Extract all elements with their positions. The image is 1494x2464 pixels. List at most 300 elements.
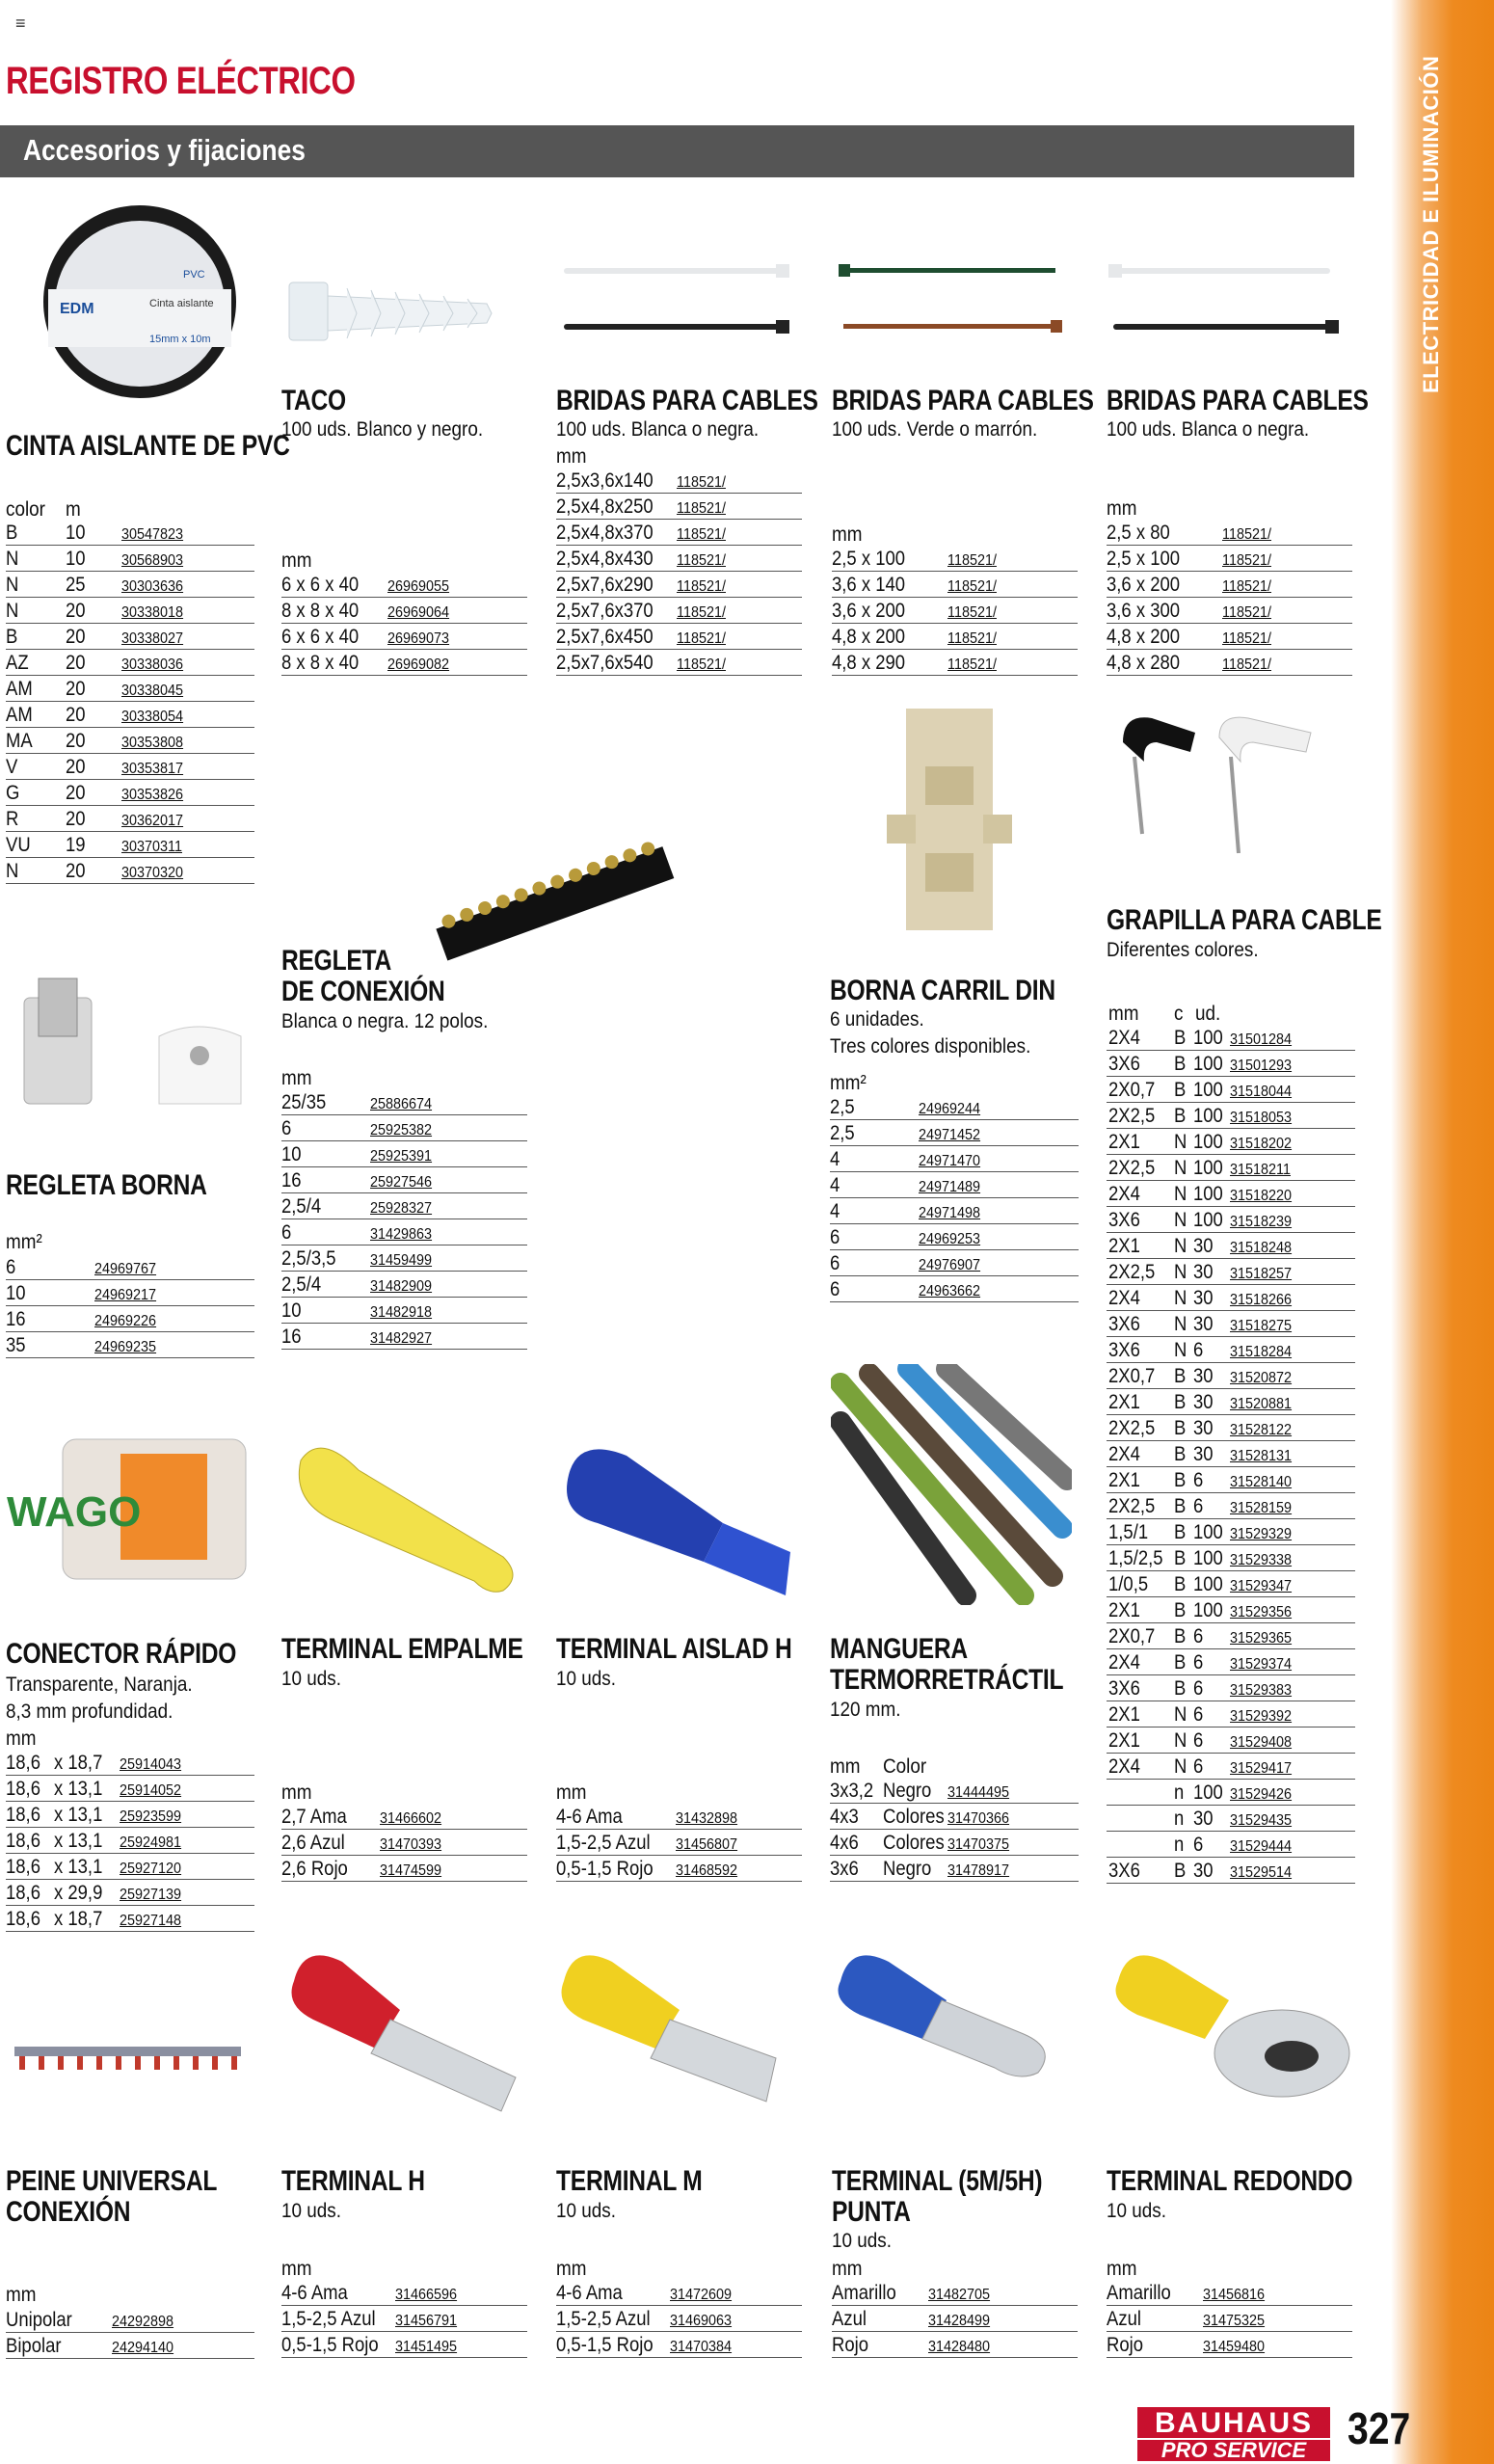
cell: 3X6 — [1108, 1313, 1140, 1335]
ref-code[interactable]: 25927120 — [120, 1861, 182, 1877]
ref-code[interactable]: 31528122 — [1230, 1422, 1293, 1438]
cinta-title: CINTA AISLANTE DE PVC — [6, 430, 290, 462]
cell: B — [1174, 1547, 1187, 1569]
cell: 2,5x7,6x370 — [556, 600, 654, 622]
taco-title: TACO — [281, 385, 346, 416]
ref-code[interactable]: 118521/ — [677, 526, 726, 543]
cell: Negro — [883, 1858, 932, 1880]
ref-code[interactable]: 31518248 — [1230, 1240, 1293, 1256]
ref-code[interactable]: 31466596 — [395, 2287, 458, 2303]
taco-head: mm — [281, 549, 312, 572]
cell: 3,6 x 140 — [832, 574, 906, 596]
table-row — [830, 1172, 1079, 1198]
terminal-punta-table — [832, 2280, 1078, 2358]
terminal-h-sub: 10 uds. — [281, 2200, 342, 2222]
ref-code[interactable]: 31529435 — [1230, 1812, 1293, 1829]
terminal-m-sub: 10 uds. — [556, 2200, 617, 2222]
ref-code[interactable]: 118521/ — [677, 656, 726, 673]
table-row — [1107, 1623, 1355, 1649]
ref-code[interactable]: 118521/ — [947, 656, 997, 673]
cell: 20 — [66, 704, 86, 726]
cell: 2X0,7 — [1108, 1079, 1156, 1101]
ref-code[interactable]: 31529338 — [1230, 1552, 1293, 1568]
ref-code[interactable]: 24971498 — [919, 1205, 981, 1221]
ref-code[interactable]: 26969073 — [387, 630, 450, 647]
cell: 2X1 — [1108, 1599, 1140, 1621]
cell: 6 — [830, 1252, 840, 1274]
ref-code[interactable]: 118521/ — [947, 578, 997, 595]
table-row — [6, 1254, 254, 1280]
ref-code[interactable]: 25914043 — [120, 1756, 182, 1773]
table-row — [830, 1804, 1079, 1830]
borna-din-sub2: Tres colores disponibles. — [830, 1035, 1031, 1058]
ref-code[interactable]: 26969064 — [387, 604, 450, 621]
table-row — [281, 1856, 527, 1882]
taco-sub: 100 uds. Blanco y negro. — [281, 418, 484, 441]
ref-code[interactable]: 31518239 — [1230, 1214, 1293, 1230]
table-row — [6, 1802, 254, 1828]
ref-code[interactable]: 31518220 — [1230, 1188, 1293, 1204]
ref-code[interactable]: 31472609 — [670, 2287, 733, 2303]
table-row — [6, 676, 254, 702]
cell: Negro — [883, 1780, 932, 1802]
ref-code[interactable]: 31518257 — [1230, 1266, 1293, 1282]
ref-code[interactable]: 31520872 — [1230, 1370, 1293, 1386]
table-row — [556, 572, 802, 598]
cell: 6 — [1193, 1834, 1204, 1856]
ref-code[interactable]: 118521/ — [677, 630, 726, 647]
cell: 10 — [281, 1299, 302, 1322]
ref-code[interactable]: 31470375 — [947, 1836, 1010, 1853]
cell: 3X6 — [1108, 1339, 1140, 1361]
cell: 100 — [1193, 1131, 1223, 1153]
ref-code[interactable]: 31428499 — [928, 2313, 991, 2329]
ref-code[interactable]: 31501284 — [1230, 1031, 1293, 1048]
table-row — [1107, 1337, 1355, 1363]
table-row — [281, 1830, 527, 1856]
grapilla-head-c: c — [1174, 1003, 1184, 1025]
terminal-redondo-image — [1108, 1942, 1354, 2102]
terminal-m-title: TERMINAL M — [556, 2165, 703, 2197]
ref-code[interactable]: 24294140 — [112, 2340, 174, 2356]
cell: B — [1174, 1053, 1187, 1075]
cell: 6 — [1193, 1755, 1204, 1778]
ref-code[interactable]: 118521/ — [677, 578, 726, 595]
cell: 100 — [1193, 1053, 1223, 1075]
table-row — [1107, 1571, 1355, 1597]
ref-code[interactable]: 31529426 — [1230, 1786, 1293, 1803]
ref-code[interactable]: 31529329 — [1230, 1526, 1293, 1542]
ref-code[interactable]: 24969244 — [919, 1101, 981, 1117]
cell: 0,5-1,5 Rojo — [556, 2334, 654, 2356]
terminal-empalme-image — [281, 1432, 527, 1595]
ref-code[interactable]: 118521/ — [1222, 630, 1271, 647]
table-row — [1107, 650, 1352, 676]
table-row — [556, 650, 802, 676]
ref-code[interactable]: 118521/ — [947, 604, 997, 621]
ref-code[interactable]: 31482705 — [928, 2287, 991, 2303]
terminal-empalme-sub: 10 uds. — [281, 1668, 342, 1690]
ref-code[interactable]: 30568903 — [121, 552, 184, 569]
table-row — [1107, 1207, 1355, 1233]
cell: 100 — [1193, 1599, 1223, 1621]
cell: 2X4 — [1108, 1287, 1140, 1309]
bridas3-sub: 100 uds. Blanca o negra. — [1107, 418, 1310, 441]
ref-code[interactable]: 30547823 — [121, 526, 184, 543]
ref-code[interactable]: 31469063 — [670, 2313, 733, 2329]
table-row — [6, 2333, 254, 2359]
ref-code[interactable]: 25927546 — [370, 1174, 433, 1191]
manguera-image — [831, 1364, 1072, 1605]
ref-code[interactable]: 31432898 — [676, 1810, 738, 1827]
ref-code[interactable]: 31470393 — [380, 1836, 442, 1853]
ref-code[interactable]: 31482918 — [370, 1304, 433, 1321]
table-row — [281, 1167, 527, 1193]
ref-code[interactable]: 31529365 — [1230, 1630, 1293, 1647]
table-row — [1107, 1441, 1355, 1467]
table-row — [281, 624, 527, 650]
ref-code[interactable]: 118521/ — [1222, 656, 1271, 673]
regleta-conexion-sub: Blanca o negra. 12 polos. — [281, 1010, 489, 1032]
cell: 3,6 x 300 — [1107, 600, 1181, 622]
terminal-aislad-head: mm — [556, 1781, 587, 1804]
cell: Rojo — [832, 2334, 869, 2356]
cell: 20 — [66, 678, 86, 700]
terminal-punta-sub: 10 uds. — [832, 2230, 893, 2252]
cell: B — [1174, 1573, 1187, 1595]
ref-code[interactable]: 118521/ — [1222, 604, 1271, 621]
ref-code[interactable]: 24969226 — [94, 1313, 157, 1329]
ref-code[interactable]: 25927148 — [120, 1913, 182, 1929]
table-row — [830, 1856, 1079, 1882]
ref-code[interactable]: 31518044 — [1230, 1084, 1293, 1100]
ref-code[interactable]: 31482909 — [370, 1278, 433, 1295]
borna-din-image — [887, 709, 1022, 935]
ref-code[interactable]: 24969217 — [94, 1287, 157, 1303]
ref-code[interactable]: 31529408 — [1230, 1734, 1293, 1751]
cell: 6 — [830, 1278, 840, 1300]
ref-code[interactable]: 31478917 — [947, 1862, 1010, 1879]
table-row — [556, 598, 802, 624]
cell: B — [1174, 1599, 1187, 1621]
cell: 30 — [1193, 1287, 1214, 1309]
cell: Azul — [832, 2308, 867, 2330]
ref-code[interactable]: 25923599 — [120, 1808, 182, 1825]
ref-code[interactable]: 31456791 — [395, 2313, 458, 2329]
ref-code[interactable]: 31518266 — [1230, 1292, 1293, 1308]
ref-code[interactable]: 118521/ — [677, 474, 726, 491]
ref-code[interactable]: 31529392 — [1230, 1708, 1293, 1725]
ref-code[interactable]: 31444495 — [947, 1784, 1010, 1801]
ref-code[interactable]: 25925391 — [370, 1148, 433, 1165]
cell: 2X1 — [1108, 1391, 1140, 1413]
ref-code[interactable]: 25924981 — [120, 1835, 182, 1851]
table-row — [1107, 1701, 1355, 1727]
ref-code[interactable]: 31529356 — [1230, 1604, 1293, 1620]
conector-sub1: Transparente, Naranja. — [6, 1674, 193, 1696]
regleta-conexion-head: mm — [281, 1067, 312, 1089]
cell: V — [6, 756, 18, 778]
ref-code[interactable]: 118521/ — [1222, 526, 1271, 543]
cell: 2X2,5 — [1108, 1157, 1156, 1179]
cell: 1,5-2,5 Azul — [556, 1832, 651, 1854]
wago-logo: WAGO — [7, 1488, 142, 1536]
ref-code[interactable]: 31528140 — [1230, 1474, 1293, 1490]
table-row — [281, 1115, 527, 1141]
ref-code[interactable]: 31529444 — [1230, 1838, 1293, 1855]
cell: x 18,7 — [54, 1908, 103, 1930]
bauhaus-logo[interactable] — [1137, 2407, 1330, 2461]
brand-sub: PRO SERVICE — [1137, 2440, 1330, 2461]
manguera-sub: 120 mm. — [830, 1699, 901, 1721]
ref-code[interactable]: 31518284 — [1230, 1344, 1293, 1360]
table-row — [1107, 1415, 1355, 1441]
ref-code[interactable]: 31459480 — [1203, 2339, 1266, 2355]
ref-code[interactable]: 31529417 — [1230, 1760, 1293, 1777]
table-row — [6, 572, 254, 598]
ref-code[interactable]: 31475325 — [1203, 2313, 1266, 2329]
cell: N — [1174, 1755, 1187, 1778]
table-row — [281, 1298, 527, 1324]
cell: 19 — [66, 834, 86, 856]
cell: n — [1174, 1834, 1185, 1856]
cell: 2X2,5 — [1108, 1417, 1156, 1439]
ref-code[interactable]: 31451495 — [395, 2339, 458, 2355]
cell: Amarillo — [832, 2282, 896, 2304]
table-row — [1107, 1727, 1355, 1754]
ref-code[interactable]: 24292898 — [112, 2314, 174, 2330]
manguera-title-1: MANGUERA — [830, 1633, 968, 1665]
ref-code[interactable]: 25886674 — [370, 1096, 433, 1112]
terminal-redondo-title: TERMINAL REDONDO — [1107, 2165, 1353, 2197]
ref-code[interactable]: 31482927 — [370, 1330, 433, 1347]
ref-code[interactable]: 30338027 — [121, 630, 184, 647]
cell: 2,5x3,6x140 — [556, 469, 654, 492]
ref-code[interactable]: 31518275 — [1230, 1318, 1293, 1334]
bridas-green-brown-image — [839, 260, 1070, 337]
ref-code[interactable]: 24963662 — [919, 1283, 981, 1299]
cell: AM — [6, 704, 33, 726]
borna-din-table — [830, 1094, 1079, 1302]
table-row — [281, 1272, 527, 1298]
cell: 30 — [1193, 1443, 1214, 1465]
cell: N — [1174, 1339, 1187, 1361]
cell: 2,6 Azul — [281, 1832, 345, 1854]
cell: 4 — [830, 1174, 840, 1196]
ref-code[interactable]: 31468592 — [676, 1862, 738, 1879]
grapilla-head-mm: mm — [1108, 1003, 1139, 1025]
ref-code[interactable]: 24971452 — [919, 1127, 981, 1143]
ref-code[interactable]: 31466602 — [380, 1810, 442, 1827]
table-row — [281, 2280, 527, 2306]
cell: 1,5/1 — [1108, 1521, 1149, 1543]
ref-code[interactable]: 24976907 — [919, 1257, 981, 1273]
cell: 2,7 Ama — [281, 1806, 347, 1828]
cell: B — [1174, 1027, 1187, 1049]
menu-icon[interactable]: ≡ — [15, 13, 26, 33]
cell: 6 x 6 x 40 — [281, 574, 360, 596]
ref-code[interactable]: 30370311 — [121, 839, 182, 855]
cell: 2,5/4 — [281, 1273, 322, 1296]
ref-code[interactable]: 30370320 — [121, 865, 184, 881]
table-row — [830, 1778, 1079, 1804]
table-row — [832, 2306, 1078, 2332]
ref-code[interactable]: 24969767 — [94, 1261, 157, 1277]
table-row — [832, 2332, 1078, 2358]
ref-code[interactable]: 24969253 — [919, 1231, 981, 1247]
table-row — [556, 2332, 802, 2358]
table-row — [1107, 1025, 1355, 1051]
table-row — [6, 520, 254, 546]
table-row — [1107, 1806, 1355, 1832]
ref-code[interactable]: 31470366 — [947, 1810, 1010, 1827]
ref-code[interactable]: 26969055 — [387, 578, 450, 595]
cell: 2,5x4,8x370 — [556, 522, 654, 544]
ref-code[interactable]: 31428480 — [928, 2339, 991, 2355]
ref-code[interactable]: 30353817 — [121, 761, 184, 777]
ref-code[interactable]: 31459499 — [370, 1252, 433, 1269]
cell: 6 — [1193, 1495, 1204, 1517]
table-row — [1107, 1519, 1355, 1545]
ref-code[interactable]: 25928327 — [370, 1200, 433, 1217]
ref-code[interactable]: 24969235 — [94, 1339, 157, 1355]
ref-code[interactable]: 31429863 — [370, 1226, 433, 1243]
cell: 30 — [1193, 1417, 1214, 1439]
ref-code[interactable]: 30353808 — [121, 735, 184, 751]
ref-code[interactable]: 118521/ — [677, 604, 726, 621]
cell: 3,6 x 200 — [1107, 574, 1181, 596]
bridas2-title: BRIDAS PARA CABLES — [832, 385, 1094, 416]
ref-code[interactable]: 31529514 — [1230, 1864, 1293, 1881]
ref-code[interactable]: 31456816 — [1203, 2287, 1266, 2303]
ref-code[interactable]: 30353826 — [121, 787, 184, 803]
cell: 100 — [1193, 1209, 1223, 1231]
cell: 4 — [830, 1148, 840, 1170]
cell: N — [1174, 1209, 1187, 1231]
ref-code[interactable]: 31470384 — [670, 2339, 733, 2355]
ref-code[interactable]: 26969082 — [387, 656, 450, 673]
table-row — [1107, 520, 1352, 546]
cell: 3,6 x 200 — [832, 600, 906, 622]
table-row — [556, 2306, 802, 2332]
cell: x 13,1 — [54, 1830, 103, 1852]
ref-code[interactable]: 31518211 — [1230, 1162, 1291, 1178]
grapilla-sub: Diferentes colores. — [1107, 939, 1259, 961]
table-row — [6, 702, 254, 728]
table-row — [1107, 1858, 1355, 1884]
bridas1-title: BRIDAS PARA CABLES — [556, 385, 818, 416]
cell: 20 — [66, 600, 86, 622]
section-title: Accesorios y fijaciones — [23, 133, 306, 167]
conector-rapido-image — [5, 1425, 251, 1594]
cell: N — [1174, 1261, 1187, 1283]
cell: 2X1 — [1108, 1469, 1140, 1491]
tape-pvc: PVC — [183, 269, 205, 281]
ref-code[interactable]: 118521/ — [677, 552, 726, 569]
ref-code[interactable]: 24971470 — [919, 1153, 981, 1169]
cell: 2,5/3,5 — [281, 1247, 336, 1270]
ref-code[interactable]: 25914052 — [120, 1782, 182, 1799]
taco-image — [280, 275, 506, 362]
cell: 2X4 — [1108, 1443, 1140, 1465]
terminal-m-image — [554, 1942, 800, 2116]
table-row — [1107, 572, 1352, 598]
cell: 2X0,7 — [1108, 1365, 1156, 1387]
ref-code[interactable]: 31528131 — [1230, 1448, 1293, 1464]
ref-code[interactable]: 31518202 — [1230, 1136, 1293, 1152]
ref-code[interactable]: 118521/ — [1222, 578, 1271, 595]
cell: 4,8 x 290 — [832, 652, 906, 674]
ref-code[interactable]: 25925382 — [370, 1122, 433, 1138]
ref-code[interactable]: 24971489 — [919, 1179, 981, 1195]
table-row — [6, 806, 254, 832]
ref-code[interactable]: 30338018 — [121, 604, 184, 621]
table-row — [1107, 1129, 1355, 1155]
cell: B — [1174, 1443, 1187, 1465]
grapilla-head-ud: ud. — [1195, 1003, 1221, 1025]
cell: Bipolar — [6, 2335, 62, 2357]
ref-code[interactable]: 118521/ — [1222, 552, 1271, 569]
cell: 4-6 Ama — [556, 1806, 623, 1828]
regleta-borna-image — [14, 969, 255, 1123]
manguera-head-mm: mm — [830, 1755, 861, 1778]
ref-code[interactable]: 30303636 — [121, 578, 184, 595]
ref-code[interactable]: 118521/ — [947, 552, 997, 569]
ref-code[interactable]: 31529383 — [1230, 1682, 1293, 1699]
ref-code[interactable]: 31518053 — [1230, 1110, 1293, 1126]
bridas3-title: BRIDAS PARA CABLES — [1107, 385, 1369, 416]
table-row — [6, 1280, 254, 1306]
ref-code[interactable]: 31501293 — [1230, 1058, 1293, 1074]
ref-code[interactable]: 118521/ — [677, 500, 726, 517]
cell: 6 — [1193, 1625, 1204, 1647]
table-row — [830, 1830, 1079, 1856]
cell: 6 — [281, 1117, 292, 1139]
ref-code[interactable]: 118521/ — [947, 630, 997, 647]
ref-code[interactable]: 31520881 — [1230, 1396, 1293, 1412]
table-row — [1107, 2332, 1352, 2358]
ref-code[interactable]: 31528159 — [1230, 1500, 1293, 1516]
ref-code[interactable]: 31529347 — [1230, 1578, 1293, 1594]
ref-code[interactable]: 30338045 — [121, 683, 184, 699]
tape-brand: EDM — [60, 301, 94, 317]
cell: B — [1174, 1677, 1187, 1700]
cell: 20 — [66, 652, 86, 674]
table-row — [6, 832, 254, 858]
ref-code[interactable]: 30362017 — [121, 813, 184, 829]
cell: B — [1174, 1495, 1187, 1517]
terminal-punta-head: mm — [832, 2258, 863, 2280]
cell: 2X2,5 — [1108, 1261, 1156, 1283]
ref-code[interactable]: 30338036 — [121, 656, 184, 673]
ref-code[interactable]: 30338054 — [121, 709, 184, 725]
ref-code[interactable]: 31456807 — [676, 1836, 738, 1853]
bridas2-sub: 100 uds. Verde o marrón. — [832, 418, 1038, 441]
cell: 4x6 — [830, 1832, 859, 1854]
cell: B — [1174, 1417, 1187, 1439]
cell: AM — [6, 678, 33, 700]
cell: 2,5 — [830, 1096, 855, 1118]
ref-code[interactable]: 25927139 — [120, 1887, 182, 1903]
cinta-head-color: color — [6, 498, 45, 521]
cell: B — [6, 626, 18, 648]
ref-code[interactable]: 31474599 — [380, 1862, 442, 1879]
ref-code[interactable]: 31529374 — [1230, 1656, 1293, 1673]
terminal-h-table — [281, 2280, 527, 2358]
cell: 3X6 — [1108, 1053, 1140, 1075]
table-row — [1107, 1233, 1355, 1259]
table-row — [281, 1141, 527, 1167]
